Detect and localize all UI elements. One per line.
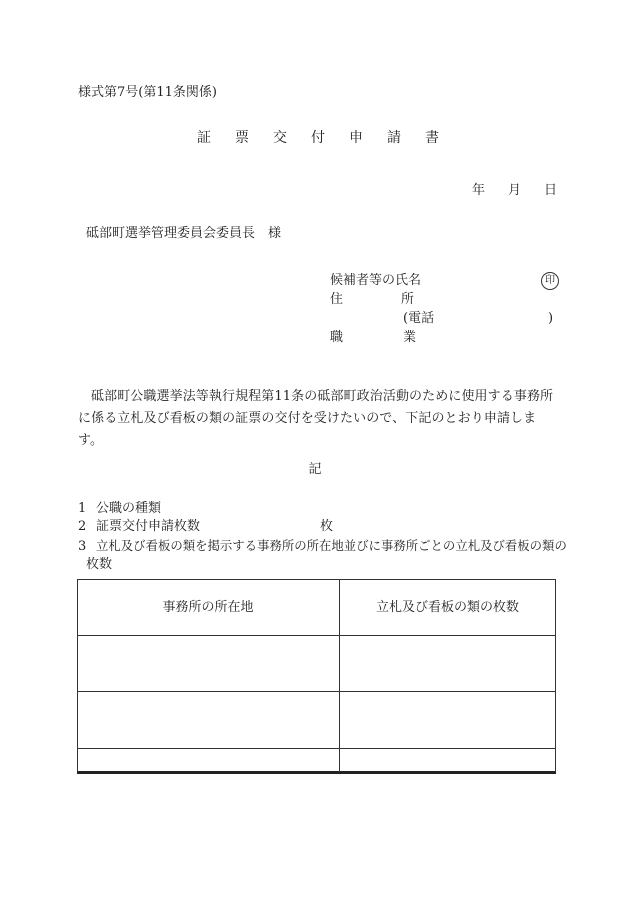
ki-heading: 記 — [308, 462, 322, 477]
title-char: 付 — [311, 130, 325, 146]
table-border-top — [77, 579, 556, 580]
phone-close: ) — [548, 311, 554, 326]
application-body-text: 砥部町公職選挙法等執行規程第11条の砥部町政治活動のために使用する事務所に係る立札及び看板の類の証票の交付を受けたいので、下記のとおり申請します。 — [78, 389, 554, 448]
item-2-number: 2 — [78, 519, 87, 534]
table-divider — [77, 748, 556, 749]
table-border-bottom — [77, 771, 556, 774]
table-divider — [77, 691, 556, 692]
occupation-label-1: 職 — [330, 330, 344, 345]
addressee: 砥部町選挙管理委員会委員長 様 — [86, 226, 282, 241]
table-divider — [77, 635, 556, 636]
title-char: 申 — [349, 130, 363, 146]
table-header-count: 立札及び看板の類の枚数 — [375, 600, 519, 615]
table-border-right — [555, 579, 556, 772]
form-number: 様式第7号(第11条関係) — [78, 85, 217, 100]
occupation-label-2: 業 — [403, 330, 417, 345]
phone-label: (電話 — [403, 311, 435, 326]
address-label-1: 住 — [330, 292, 344, 307]
item-3-number: 3 — [78, 539, 87, 554]
address-label-2: 所 — [401, 292, 415, 307]
document-title — [0, 131, 630, 147]
seal-mark: 印 — [541, 272, 559, 290]
item-2-unit: 枚 — [320, 519, 334, 534]
title-char: 請 — [387, 130, 401, 146]
title-char: 書 — [425, 130, 439, 146]
date-day: 日 — [544, 183, 558, 198]
title-char: 票 — [235, 130, 249, 146]
candidate-name-label: 候補者等の氏名 — [330, 273, 422, 288]
date-month: 月 — [508, 183, 522, 198]
item-3-text: 立札及び看板の類を掲示する事務所の所在地並びに事務所ごとの立札及び看板の類の — [96, 538, 567, 553]
office-table — [77, 579, 556, 774]
date-year: 年 — [472, 183, 486, 198]
item-2-text: 証票交付申請枚数 — [96, 519, 201, 534]
item-3-text-continued: 枚数 — [86, 557, 113, 572]
title-char: 証 — [197, 130, 211, 146]
item-1-text: 公職の種類 — [96, 501, 162, 516]
table-header-location: 事務所の所在地 — [162, 600, 254, 615]
item-1-number: 1 — [78, 501, 87, 516]
title-char: 交 — [273, 130, 287, 146]
